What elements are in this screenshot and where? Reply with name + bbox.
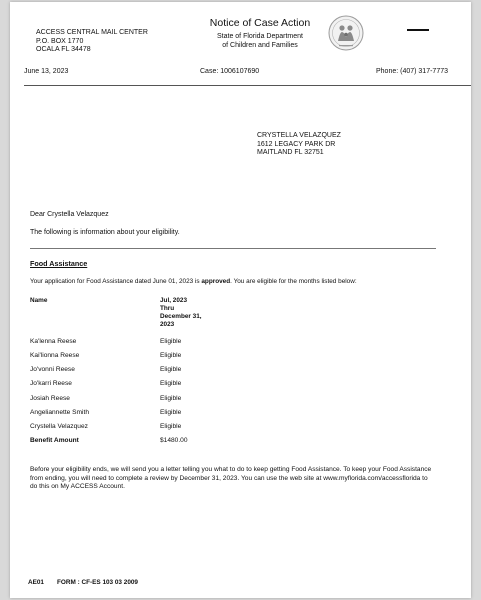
member-name: Crystella Velazquez bbox=[30, 423, 88, 430]
approval-status: approved bbox=[201, 278, 231, 285]
period-line-3: December 31, bbox=[160, 313, 202, 320]
recipient-address bbox=[257, 132, 341, 158]
benefit-amount-label: Benefit Amount bbox=[30, 437, 79, 444]
department-name bbox=[200, 33, 320, 50]
member-status: Eligible bbox=[160, 352, 182, 359]
phone-number: Phone: (407) 317-7773 bbox=[376, 68, 448, 75]
section-divider bbox=[30, 248, 436, 249]
notice-date: June 13, 2023 bbox=[24, 68, 69, 75]
department-line-2: of Children and Families bbox=[222, 41, 298, 49]
form-number: FORM : CF-ES 103 03 2009 bbox=[57, 579, 138, 586]
sender-line-1: ACCESS CENTRAL MAIL CENTER bbox=[36, 29, 148, 36]
member-name: Ka'lenna Reese bbox=[30, 338, 77, 345]
recipient-line-2: 1612 LEGACY PARK DR bbox=[257, 140, 336, 148]
member-name: Kai'lionna Reese bbox=[30, 352, 80, 359]
member-status: Eligible bbox=[160, 380, 182, 387]
separator-dash bbox=[407, 29, 429, 31]
benefit-amount-value: $1480.00 bbox=[160, 437, 188, 444]
sender-line-3: OCALA FL 34478 bbox=[36, 46, 91, 53]
period-line-1: Jul, 2023 bbox=[160, 297, 188, 304]
member-name: Angeliannette Smith bbox=[30, 409, 90, 416]
member-name: Jo'karri Reese bbox=[30, 380, 72, 387]
intro-text: The following is information about your eligibility. bbox=[30, 229, 180, 236]
recipient-line-3: MAITLAND FL 32751 bbox=[257, 149, 324, 156]
approval-text-pre: Your application for Food Assistance dated June 01, 2023 is bbox=[30, 278, 202, 285]
approval-text-post: . You are eligible for the months listed below: bbox=[230, 278, 357, 285]
notice-page bbox=[10, 2, 471, 598]
eligibility-period-header bbox=[160, 297, 202, 329]
sender-line-2: P.O. BOX 1770 bbox=[36, 37, 84, 45]
department-line-1: State of Florida Department bbox=[217, 33, 303, 40]
recipient-line-1: CRYSTELLA VELAZQUEZ bbox=[257, 132, 341, 139]
state-seal-icon bbox=[328, 15, 364, 51]
member-status: Eligible bbox=[160, 366, 182, 373]
case-number: Case: 1006107690 bbox=[200, 68, 260, 75]
period-line-4: 2023 bbox=[160, 321, 175, 328]
sender-address bbox=[36, 29, 148, 55]
member-status: Eligible bbox=[160, 423, 182, 430]
member-name: Josiah Reese bbox=[30, 395, 70, 402]
member-status: Eligible bbox=[160, 338, 182, 345]
section-title: Food Assistance bbox=[30, 259, 88, 268]
greeting: Dear Crystella Velazquez bbox=[30, 211, 109, 218]
name-column-header: Name bbox=[30, 297, 48, 304]
closing-paragraph: Before your eligibility ends, we will send you a letter telling you what to do to keep getting Food Assistance. To keep your Food Assistance from ending, you will need to complete a review by December 31, 2023. You can use the web site at www.myflorida.com/accessflorida to do this on My ACCESS Account. bbox=[30, 466, 432, 491]
member-status: Eligible bbox=[160, 395, 182, 402]
member-status: Eligible bbox=[160, 409, 182, 416]
member-name: Jo'vonni Reese bbox=[30, 366, 75, 373]
header-divider bbox=[24, 85, 471, 86]
form-code: AE01 bbox=[28, 579, 44, 586]
approval-statement bbox=[30, 278, 357, 286]
period-line-2: Thru bbox=[160, 305, 175, 312]
notice-title: Notice of Case Action bbox=[209, 17, 311, 29]
